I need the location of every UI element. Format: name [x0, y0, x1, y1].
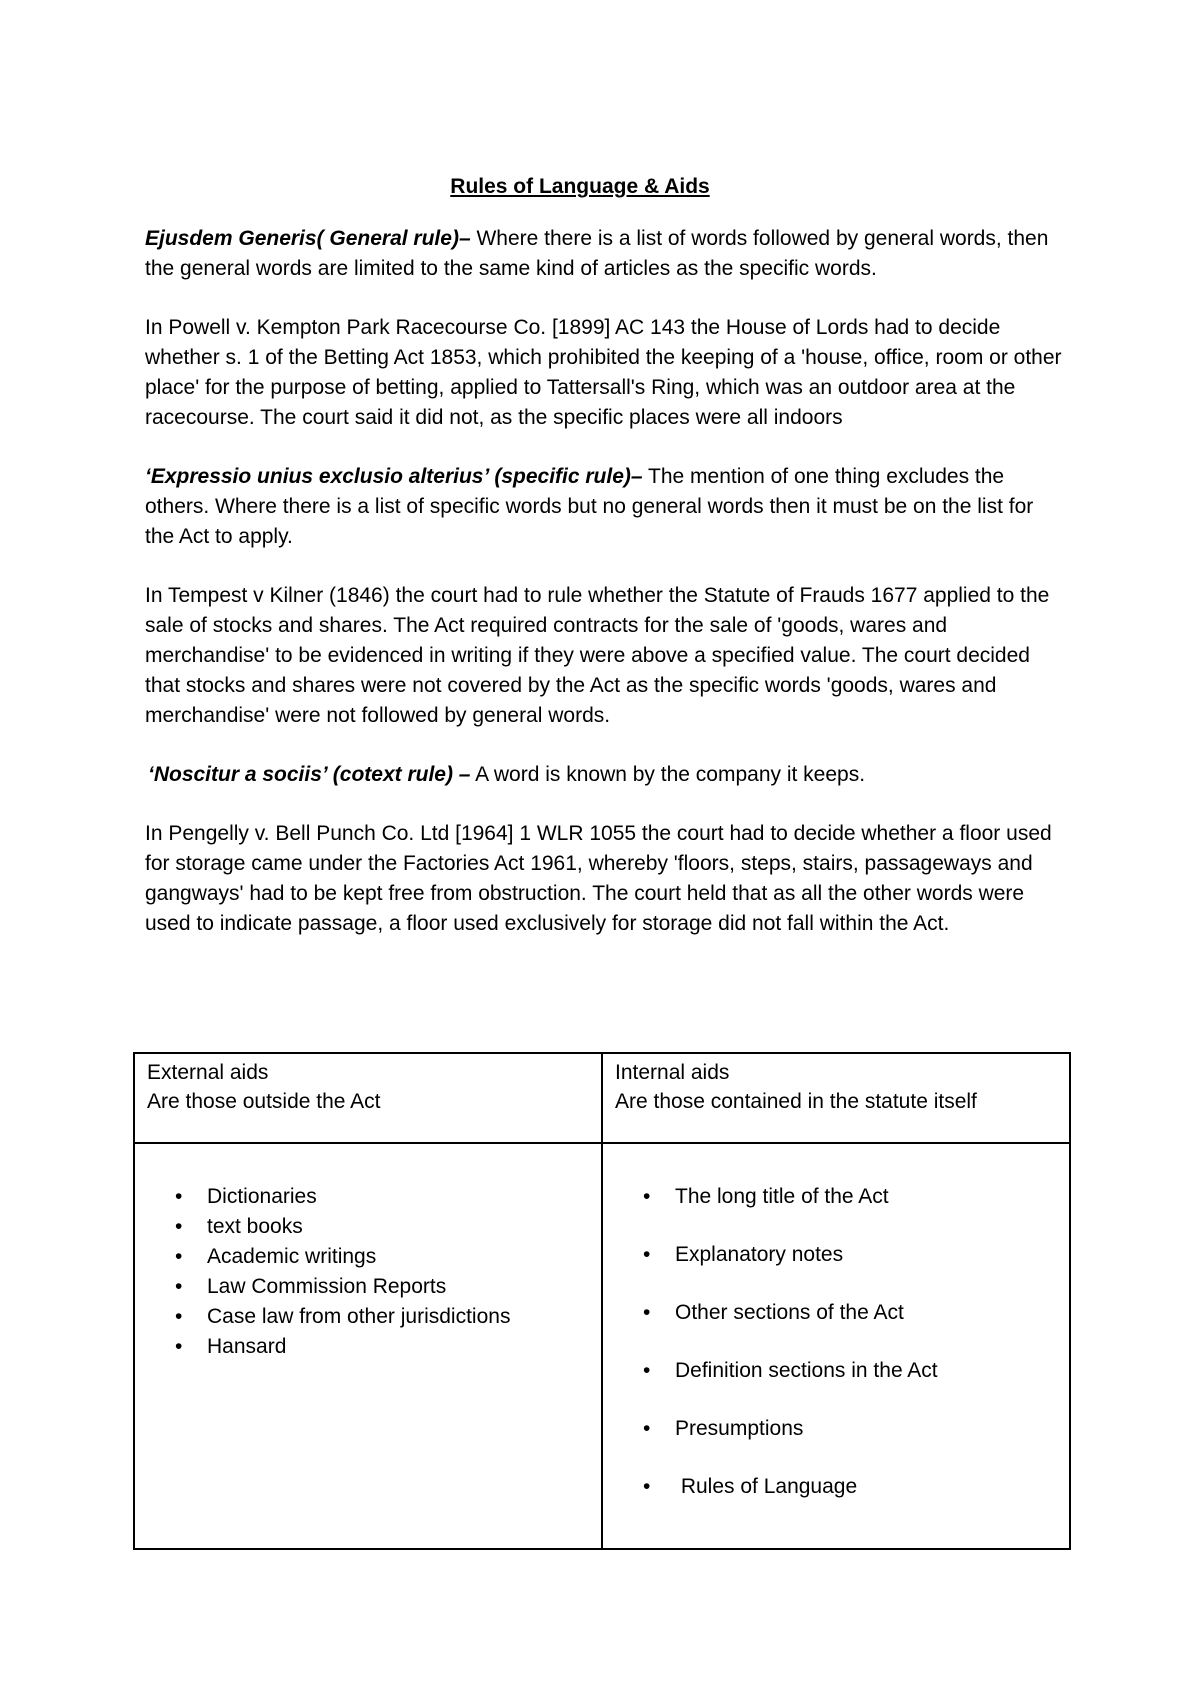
- internal-aids-subheading: Are those contained in the statute itself: [615, 1090, 977, 1113]
- list-item-text: Academic writings: [207, 1245, 377, 1268]
- rule-description: Where there is a list of words followed by general words, then the general words are limited to the same kind of articles as the specific words.: [145, 227, 1049, 280]
- aids-table: [133, 1052, 1071, 1550]
- bullet-icon: •: [643, 1359, 651, 1382]
- list-item: [643, 1240, 1057, 1270]
- list-item: [175, 1332, 589, 1362]
- list-item: [643, 1472, 1057, 1502]
- external-aids-subheading: Are those outside the Act: [147, 1090, 381, 1113]
- bullet-icon: •: [643, 1185, 651, 1208]
- aids-table-body-row: [134, 1143, 1070, 1549]
- list-item: [175, 1212, 589, 1242]
- internal-aids-heading: Internal aids: [615, 1061, 730, 1084]
- list-item-text: Other sections of the Act: [675, 1301, 904, 1324]
- bullet-icon: •: [175, 1185, 183, 1208]
- list-item-text: Dictionaries: [207, 1185, 317, 1208]
- list-item-text: Explanatory notes: [675, 1243, 844, 1266]
- rule-name: Ejusdem Generis( General rule)–: [145, 227, 471, 250]
- list-item-text: Rules of Language: [675, 1475, 858, 1498]
- rule-description: A word is known by the company it keeps.: [470, 763, 866, 786]
- page-title: Rules of Language & Aids: [450, 175, 710, 198]
- rule-name: ‘Noscitur a sociis’ (cotext rule) –: [148, 763, 471, 786]
- case-paragraph-pengelly: In Pengelly v. Bell Punch Co. Ltd [1964] 1 WLR 1055 the court had to decide whether a floor used for storage came under the Factories Act 1961, whereby 'floors, steps, stairs, passageways and gangways' had to be kept free from obstruction. The court held that as all the other words were used to indicate passage, a floor used exclusively for storage did not fall within the Act.: [145, 822, 1052, 935]
- bullet-icon: •: [175, 1305, 183, 1328]
- list-item: [175, 1182, 589, 1212]
- list-item-text: Case law from other jurisdictions: [207, 1305, 511, 1328]
- list-item-text: Definition sections in the Act: [675, 1359, 938, 1382]
- internal-aids-header-cell: [602, 1053, 1070, 1143]
- list-item: [643, 1298, 1057, 1328]
- rule-paragraph-noscitur: [145, 760, 1065, 790]
- external-aids-header-cell: [134, 1053, 602, 1143]
- external-aids-list: [147, 1182, 589, 1362]
- bullet-icon: •: [643, 1301, 651, 1324]
- list-item-text: The long title of the Act: [675, 1185, 889, 1208]
- bullet-icon: •: [175, 1275, 183, 1298]
- case-paragraph-tempest: In Tempest v Kilner (1846) the court had to rule whether the Statute of Frauds 1677 applied to the sale of stocks and shares. The Act required contracts for the sale of 'goods, wares and merchandise' to be evidenced in writing if they were above a specified value. The court decided that stocks and shares were not covered by the Act as the specific words 'goods, wares and merchandise' were not followed by general words.: [145, 584, 1050, 727]
- bullet-icon: •: [175, 1335, 183, 1358]
- list-item: [643, 1414, 1057, 1444]
- list-item: [643, 1356, 1057, 1386]
- list-item: [643, 1182, 1057, 1212]
- internal-aids-list-cell: [602, 1143, 1070, 1549]
- bullet-icon: •: [643, 1243, 651, 1266]
- list-item-text: text books: [207, 1215, 303, 1238]
- list-item-text: Hansard: [207, 1335, 287, 1358]
- rule-description: The mention of one thing excludes the others. Where there is a list of specific words but no general words then it must be on the list for the Act to apply.: [145, 465, 1034, 548]
- external-aids-list-cell: [134, 1143, 602, 1549]
- external-aids-heading: External aids: [147, 1061, 269, 1084]
- list-item: [175, 1272, 589, 1302]
- bullet-icon: •: [175, 1215, 183, 1238]
- list-item: [175, 1302, 589, 1332]
- bullet-icon: •: [643, 1417, 651, 1440]
- list-item-text: Law Commission Reports: [207, 1275, 447, 1298]
- rule-paragraph-ejusdem-generis: [145, 224, 1065, 284]
- case-paragraph-powell: In Powell v. Kempton Park Racecourse Co. [1899] AC 143 the House of Lords had to decide whether s. 1 of the Betting Act 1853, which prohibited the keeping of a 'house, office, room or other place' for the purpose of betting, applied to Tattersall's Ring, which was an outdoor area at the racecourse. The court said it did not, as the specific places were all indoors: [145, 316, 1062, 429]
- rule-paragraph-expressio-unius: [145, 462, 1065, 552]
- internal-aids-list: [615, 1182, 1057, 1502]
- document-body: [145, 172, 1065, 968]
- list-item: [175, 1242, 589, 1272]
- bullet-icon: •: [175, 1245, 183, 1268]
- aids-table-header-row: [134, 1053, 1070, 1143]
- list-item-text: Presumptions: [675, 1417, 804, 1440]
- bullet-icon: •: [643, 1475, 651, 1498]
- rule-name: ‘Expressio unius exclusio alterius’ (specific rule)–: [145, 465, 643, 488]
